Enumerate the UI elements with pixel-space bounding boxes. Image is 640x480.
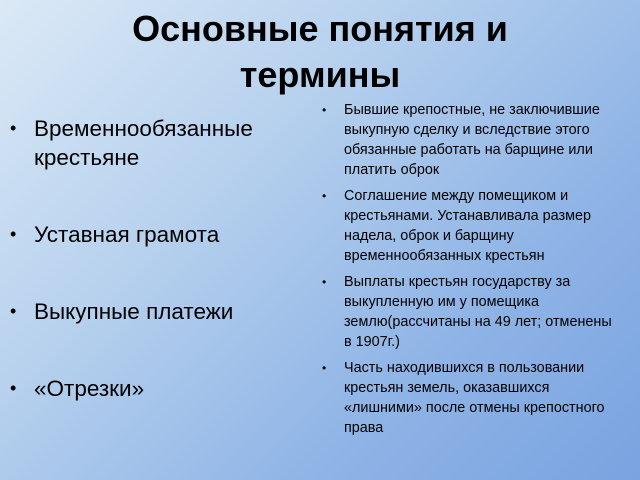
definition-text: Соглашение между помещиком и крестьянами. Устанавливала размер надела, оброк и барщину временнообязанных крестьян bbox=[344, 188, 591, 264]
bullet-icon: • bbox=[322, 103, 327, 117]
bullet-icon: • bbox=[10, 378, 17, 398]
bullet-icon: • bbox=[10, 118, 17, 138]
definition-text: Выплаты крестьян государству за выкупленную им у помещика землю(рассчитаны на 49 лет; отменены в 1907г.) bbox=[344, 274, 612, 350]
term-item bbox=[8, 297, 308, 326]
definitions-column bbox=[320, 100, 620, 444]
bullet-icon: • bbox=[322, 189, 327, 203]
definition-text: Часть находившихся в пользовании крестьян земель, оказавшихся «лишними» после отмены крепостного права bbox=[344, 360, 605, 436]
term-text: Уставная грамота bbox=[34, 222, 220, 247]
definition-item bbox=[320, 186, 620, 266]
terms-column bbox=[8, 114, 308, 403]
term-text: Выкупные платежи bbox=[34, 299, 234, 324]
definition-item bbox=[320, 272, 620, 352]
bullet-icon: • bbox=[322, 275, 327, 289]
term-text: Временнообязанные крестьяне bbox=[34, 116, 253, 170]
terms-list bbox=[8, 114, 308, 403]
definition-item bbox=[320, 100, 620, 180]
term-item bbox=[8, 114, 308, 172]
definitions-list bbox=[320, 100, 620, 438]
bullet-icon: • bbox=[10, 224, 17, 244]
term-text: «Отрезки» bbox=[34, 376, 145, 401]
bullet-icon: • bbox=[10, 301, 17, 321]
definition-text: Бывшие крепостные, не заключившие выкупную сделку и вследствие этого обязанные работать на барщине или платить оброк bbox=[344, 102, 600, 178]
definition-item bbox=[320, 358, 620, 438]
slide-title: Основные понятия и термины bbox=[132, 8, 508, 95]
term-item bbox=[8, 374, 308, 403]
term-item bbox=[8, 220, 308, 249]
bullet-icon: • bbox=[322, 361, 327, 375]
